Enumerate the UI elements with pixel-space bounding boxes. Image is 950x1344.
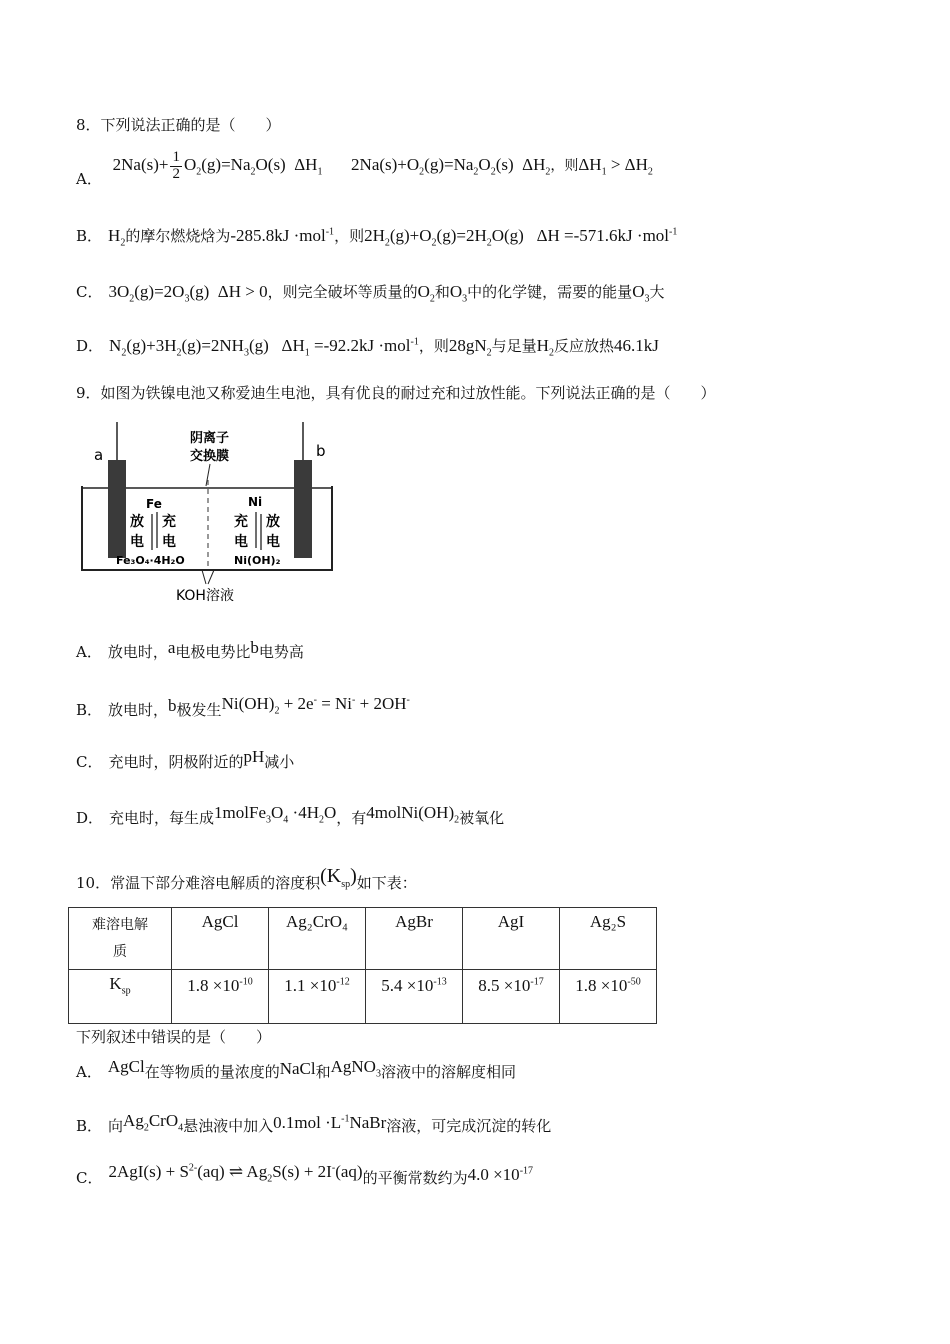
table-cell: $1.8 \times 10^{-50}$ [560,970,657,1024]
svg-text:充: 充 [234,514,248,530]
table-header-cell: Ag₂S [560,908,657,970]
q9-stem: 9．如图为铁镍电池又称爱迪生电池，具有优良的耐过充和过放性能。下列说法正确的是（ ） [76,384,716,402]
q8a-equation-1: 2Na(s)+ $\frac{1}{2}$ $O_2(g)=Na_2O(s)$ $\Delta H_1$ [112,149,323,182]
table-header-cell: AgI [463,908,560,970]
q9-option-b: B． 放电时，b极发生$Ni(OH)_2 + 2e^- = Ni^- + 2OH^-$ [76,694,410,719]
table-row [69,970,657,1024]
q10-option-b: B． 向$Ag_2CrO_4$悬浊液中加入$0.1mol \cdot L^{-1}NaBr$溶液，可完成沉淀的转化 [76,1111,552,1135]
svg-text:Ni: Ni [248,495,263,509]
table-cell: $5.4 \times 10^{-13}$ [366,970,463,1024]
q8a-equation-2: $2Na(s)+O_2(g)=Na_2O_2(s)$ $\Delta H_2$ [351,155,551,178]
q10-option-a: A． AgCl在等物质的量浓度的NaCl和AgNO$_3$溶液中的溶解度相同 [76,1057,516,1081]
table-header-cell: AgCl [172,908,269,970]
svg-text:充: 充 [162,514,176,530]
svg-text:Ni(OH)₂: Ni(OH)₂ [234,554,281,567]
q9-option-d: D． 充电时，每生成$1molFe_3O_4 \cdot 4H_2O$，有$4molNi(OH)_2$被氧化 [76,803,505,827]
svg-text:放: 放 [130,514,144,530]
svg-text:放: 放 [266,514,280,530]
q8a-conclusion: $\Delta H_1 > \Delta H_2$ [578,155,653,178]
svg-text:交换膜: 交换膜 [190,449,230,464]
q8-option-b: B． $H_2$的摩尔燃烧焓为-285.8kJ ·mol$^{-1}$，则$2H_2(g)+O_2(g)=2H_2O(g)$ ΔH =-571.6kJ ·mol$^{-1}$ [76,226,678,249]
q10-option-c: C． $2AgI(s) + S^{2-}(aq)$ ⇌ $Ag_2S(s) + 2I^-(aq)$的平衡常数约为$4.0 \times 10^{-17}$ [76,1162,534,1187]
svg-text:电: 电 [266,534,280,550]
q8-option-a: A． 2Na(s)+ $\frac{1}{2}$ $O_2(g)=Na_2O(s)$ $\Delta H_1$ $2Na(s)+O_2(g)=Na_2O_2(s)$ $\Delta H_2$，则$\Delta H_1 > \Delta H_2$ [76,149,653,189]
q9-option-c: C． 充电时，阴极附近的pH减小 [76,747,295,771]
q8-stem: 8．下列说法正确的是（ ） [76,116,281,134]
table-row [69,908,657,970]
svg-text:Fe: Fe [146,497,162,511]
q10-follow: 下列叙述中错误的是（ ） [76,1028,272,1046]
table-header-cell: Ag₂CrO₄ [269,908,366,970]
battery-diagram [78,418,346,608]
q9-option-a: A． 放电时，a电极电势比b电势高 [76,638,304,661]
svg-text:阴离子: 阴离子 [190,431,230,446]
svg-text:电: 电 [162,534,176,550]
electrode-a-label: a [94,446,104,464]
svg-text:电: 电 [130,534,144,550]
table-cell: $8.5 \times 10^{-17}$ [463,970,560,1024]
table-header-cell: AgBr [366,908,463,970]
svg-text:Fe₃O₄·4H₂O: Fe₃O₄·4H₂O [116,554,185,567]
q10-stem: 10．常温下部分难溶电解质的溶度积$(K_{sp})$如下表： [76,865,417,892]
q8-option-c: C． $3O_2(g)=2O_3(g) \Delta H > 0$，则完全破坏等质量的$O_2$和$O_3$中的化学键，需要的能量$O_3$大 [76,282,665,305]
q8-option-d: D． $N_2(g)+3H_2(g)=2NH_3(g)$ $\Delta H_1 =-92.2kJ \cdot mol^{-1}$，则$28gN_2$与足量$H_2$反应放热46.1kJ [76,336,659,359]
table-header-cell: 难溶电解 质 [69,908,172,970]
electrode-b-label: b [316,442,326,460]
table-cell: $1.8 \times 10^{-10}$ [172,970,269,1024]
svg-text:电: 电 [234,534,248,550]
table-cell: $K_{sp}$ [69,970,172,1024]
table-cell: $1.1 \times 10^{-12}$ [269,970,366,1024]
svg-text:KOH溶液: KOH溶液 [176,588,234,604]
ksp-table [68,907,657,1024]
